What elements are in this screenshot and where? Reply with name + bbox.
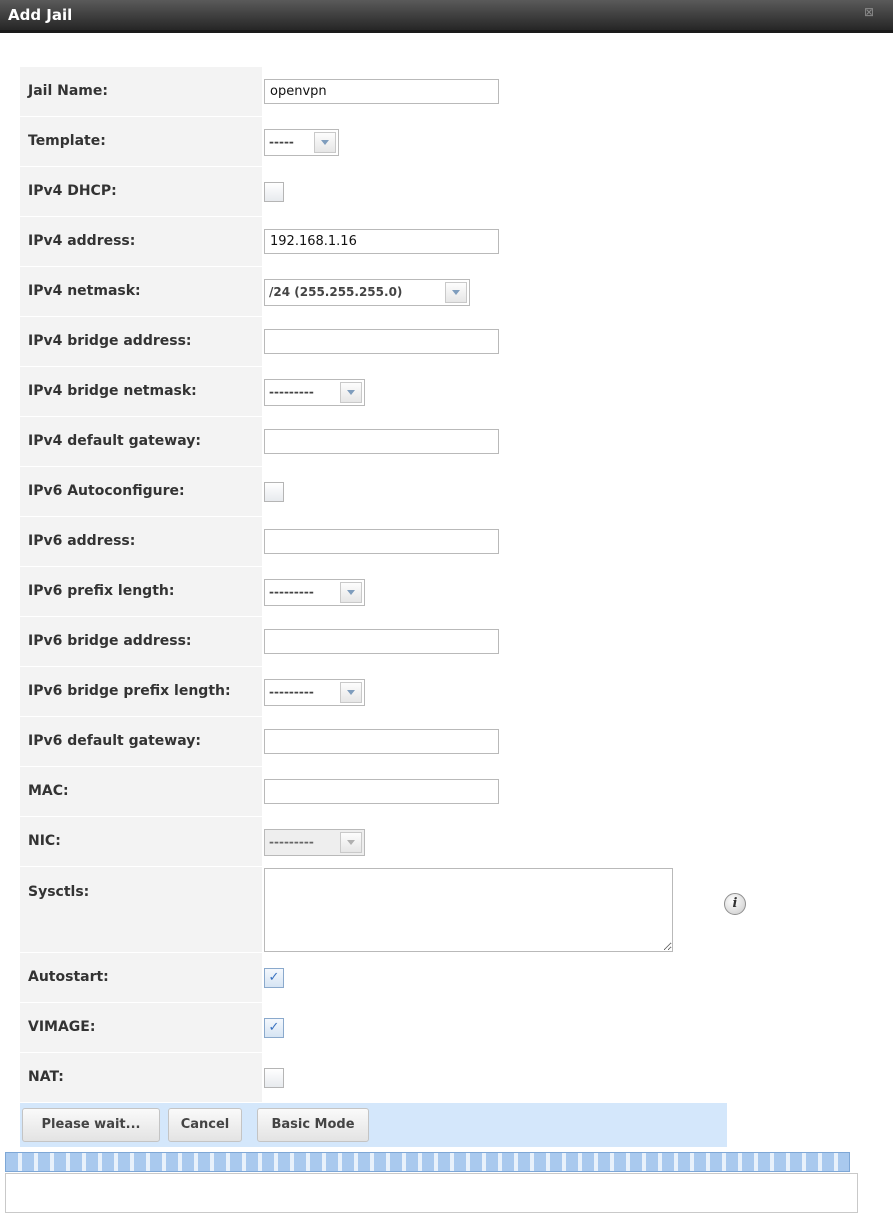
dialog-titlebar xyxy=(0,0,893,33)
ipv4-bridge-netmask-selected-value: --------- xyxy=(269,385,314,399)
jail-name-label: Jail Name: xyxy=(20,67,262,116)
ipv4-default-gateway-label: IPv4 default gateway: xyxy=(20,417,262,466)
ipv4-address-input[interactable] xyxy=(264,229,499,254)
ipv4-bridge-netmask-select[interactable] xyxy=(264,379,365,406)
row-ipv4-dhcp xyxy=(20,167,727,217)
ipv4-bridge-address-input[interactable] xyxy=(264,329,499,354)
chevron-down-icon[interactable] xyxy=(314,132,336,153)
chevron-down-icon[interactable] xyxy=(340,682,362,703)
ipv6-default-gateway-input[interactable] xyxy=(264,729,499,754)
ipv6-autoconfigure-checkbox[interactable] xyxy=(264,482,284,502)
ipv6-bridge-prefix-length-label: IPv6 bridge prefix length: xyxy=(20,667,262,716)
ipv6-bridge-address-input[interactable] xyxy=(264,629,499,654)
ipv6-bridge-prefix-length-selected-value: --------- xyxy=(269,685,314,699)
ipv6-address-input[interactable] xyxy=(264,529,499,554)
row-ipv6-bridge-prefix-length xyxy=(20,667,727,717)
ipv6-bridge-prefix-length-select[interactable] xyxy=(264,679,365,706)
mac-input[interactable] xyxy=(264,779,499,804)
nat-checkbox[interactable] xyxy=(264,1068,284,1088)
autostart-label: Autostart: xyxy=(20,953,262,1002)
ipv6-prefix-length-label: IPv6 prefix length: xyxy=(20,567,262,616)
row-vimage xyxy=(20,1003,727,1053)
row-nat xyxy=(20,1053,727,1103)
mac-label: MAC: xyxy=(20,767,262,816)
close-icon[interactable]: ⊠ xyxy=(863,5,875,19)
cancel-button[interactable]: Cancel xyxy=(168,1108,242,1142)
ipv6-prefix-length-selected-value: --------- xyxy=(269,585,314,599)
row-nic xyxy=(20,817,727,867)
chevron-down-icon[interactable] xyxy=(340,582,362,603)
template-select[interactable] xyxy=(264,129,339,156)
ipv4-netmask-label: IPv4 netmask: xyxy=(20,267,262,316)
ipv6-prefix-length-select[interactable] xyxy=(264,579,365,606)
nic-select xyxy=(264,829,365,856)
jail-name-input[interactable] xyxy=(264,79,499,104)
ipv6-autoconfigure-label: IPv6 Autoconfigure: xyxy=(20,467,262,516)
ipv6-default-gateway-label: IPv6 default gateway: xyxy=(20,717,262,766)
vimage-label: VIMAGE: xyxy=(20,1003,262,1052)
add-jail-form xyxy=(20,67,738,1103)
row-ipv4-address xyxy=(20,217,727,267)
button-bar xyxy=(20,1103,727,1147)
row-ipv4-bridge-address xyxy=(20,317,727,367)
row-template xyxy=(20,117,727,167)
row-ipv6-autoconfigure xyxy=(20,467,727,517)
sysctls-textarea[interactable] xyxy=(264,868,673,952)
sysctls-label: Sysctls: xyxy=(20,867,262,952)
template-selected-value: ----- xyxy=(269,135,294,149)
please-wait-button[interactable]: Please wait... xyxy=(22,1108,160,1142)
row-ipv4-netmask xyxy=(20,267,727,317)
row-mac xyxy=(20,767,727,817)
row-ipv6-bridge-address xyxy=(20,617,727,667)
output-panel xyxy=(5,1173,858,1213)
row-autostart xyxy=(20,953,727,1003)
ipv6-bridge-address-label: IPv6 bridge address: xyxy=(20,617,262,666)
ipv6-address-label: IPv6 address: xyxy=(20,517,262,566)
ipv4-netmask-select[interactable] xyxy=(264,279,470,306)
ipv4-dhcp-checkbox[interactable] xyxy=(264,182,284,202)
row-ipv4-default-gateway xyxy=(20,417,727,467)
ipv4-bridge-netmask-label: IPv4 bridge netmask: xyxy=(20,367,262,416)
template-label: Template: xyxy=(20,117,262,166)
vimage-checkbox[interactable]: ✓ xyxy=(264,1018,284,1038)
dialog-title: Add Jail xyxy=(8,6,73,24)
basic-mode-button[interactable]: Basic Mode xyxy=(257,1108,369,1142)
ipv4-dhcp-label: IPv4 DHCP: xyxy=(20,167,262,216)
row-ipv6-default-gateway xyxy=(20,717,727,767)
ipv4-netmask-selected-value: /24 (255.255.255.0) xyxy=(269,285,403,299)
info-icon[interactable]: i xyxy=(724,893,746,915)
nat-label: NAT: xyxy=(20,1053,262,1102)
row-ipv6-prefix-length xyxy=(20,567,727,617)
nic-selected-value: --------- xyxy=(269,835,314,849)
chevron-down-icon[interactable] xyxy=(340,382,362,403)
ipv4-default-gateway-input[interactable] xyxy=(264,429,499,454)
nic-label: NIC: xyxy=(20,817,262,866)
autostart-checkbox[interactable]: ✓ xyxy=(264,968,284,988)
progress-bar xyxy=(5,1152,850,1172)
row-ipv4-bridge-netmask xyxy=(20,367,727,417)
row-jail-name xyxy=(20,67,727,117)
row-sysctls xyxy=(20,867,738,953)
ipv4-bridge-address-label: IPv4 bridge address: xyxy=(20,317,262,366)
chevron-down-icon xyxy=(340,832,362,853)
row-ipv6-address xyxy=(20,517,727,567)
ipv4-address-label: IPv4 address: xyxy=(20,217,262,266)
chevron-down-icon[interactable] xyxy=(445,282,467,303)
